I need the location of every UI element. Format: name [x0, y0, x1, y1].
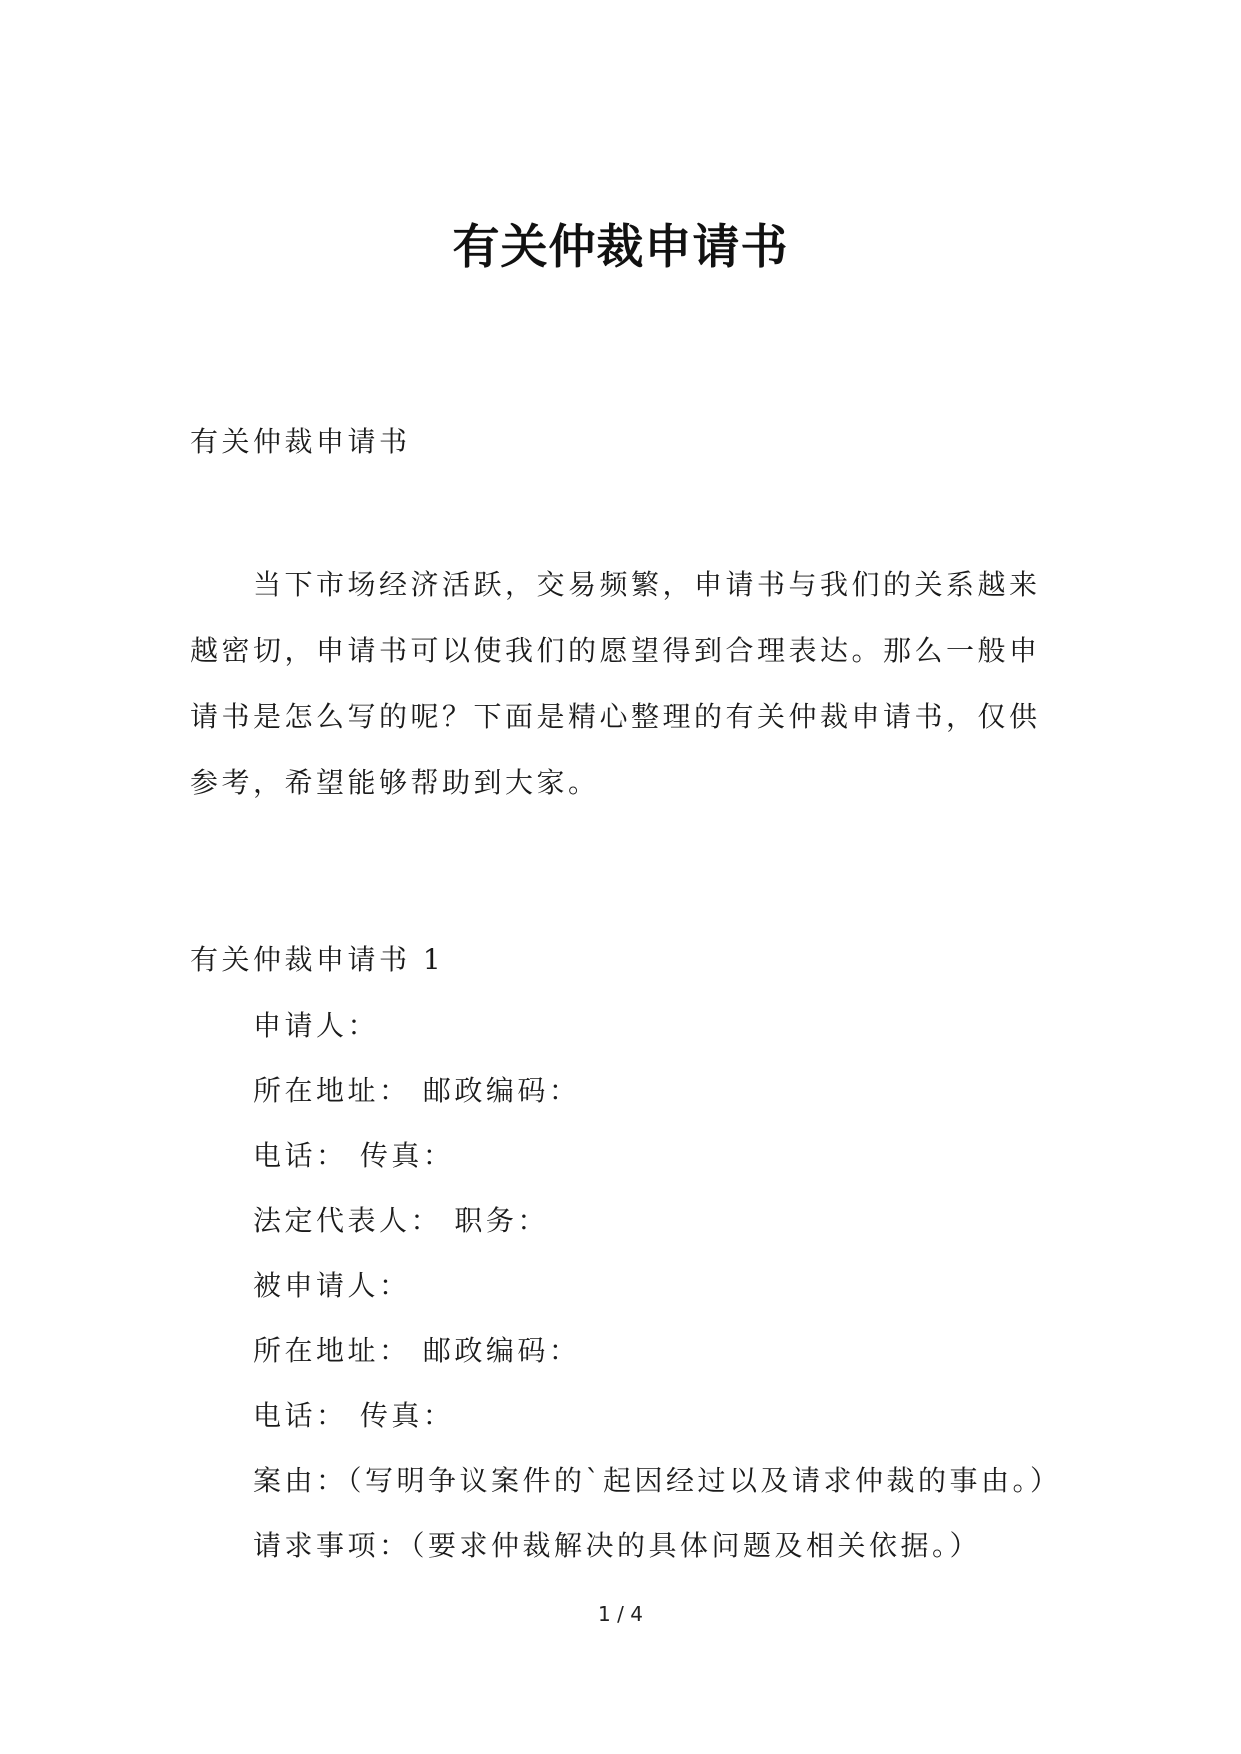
document-title: 有关仲裁申请书 [452, 220, 789, 275]
document-subtitle: 有关仲裁申请书 [190, 425, 411, 458]
field-respondent-address: 所在地址： 邮政编码： [253, 1334, 581, 1367]
field-applicant-phone: 电话： 传真： [253, 1139, 455, 1172]
section-heading: 有关仲裁申请书 1 [190, 943, 445, 976]
field-case-cause: 案由：（写明争议案件的`起因经过以及请求仲裁的事由。） [253, 1464, 1062, 1497]
field-applicant-address: 所在地址： 邮政编码： [253, 1074, 581, 1107]
field-respondent: 被申请人： [253, 1269, 411, 1302]
field-requests: 请求事项：（要求仲裁解决的具体问题及相关依据。） [253, 1529, 982, 1562]
intro-text: 当下市场经济活跃，交易频繁，申请书与我们的关系越来越密切，申请书可以使我们的愿望得到合理表达。那么一般申请书是怎么写的呢？下面是精心整理的有关仲裁申请书，仅供参考，希望能够帮助到大家。 [190, 568, 1041, 799]
intro-paragraph [190, 552, 1070, 816]
field-legal-representative: 法定代表人： 职务： [253, 1204, 549, 1237]
field-respondent-phone: 电话： 传真： [253, 1399, 455, 1432]
page-number: 1 / 4 [598, 1602, 643, 1626]
field-applicant: 申请人： [253, 1009, 380, 1042]
